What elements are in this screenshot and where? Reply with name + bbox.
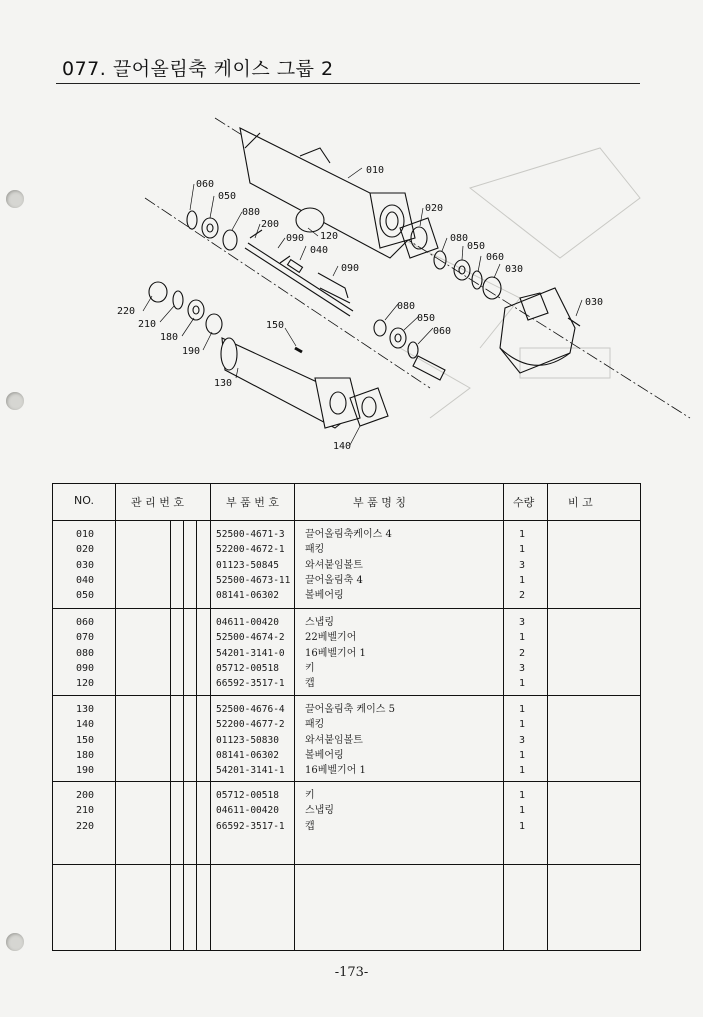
cell-part-name: 끌어올림축케이스 4 [305, 529, 392, 540]
bearing-050c [390, 328, 406, 348]
table-row [53, 542, 640, 557]
cell-no: 080 [76, 647, 95, 659]
gear-080c [374, 320, 386, 336]
callout-060c: 060 [433, 326, 452, 337]
cell-part-number: 01123-50845 [216, 559, 279, 571]
exploded-parts-diagram [0, 88, 703, 468]
snap-ring-060b [472, 271, 482, 289]
lower-case-130 [221, 338, 360, 428]
title-rule [56, 83, 640, 84]
callout-020: 020 [425, 203, 444, 214]
cell-no: 040 [76, 574, 95, 586]
cell-part-name: 키 [305, 662, 315, 674]
cell-part-number: 04611-00420 [216, 617, 279, 628]
cap-120 [296, 208, 324, 232]
cell-part-number: 52200-4672-1 [216, 544, 285, 556]
callout-060b: 060 [486, 252, 505, 263]
callout-200: 200 [261, 219, 280, 230]
cell-part-name: 끌어올림축 케이스 5 [305, 704, 395, 715]
callout-080c: 080 [397, 301, 416, 312]
cell-part-name: 볼베어링 [305, 749, 344, 761]
cell-qty: 1 [519, 749, 526, 761]
cell-qty: 1 [519, 820, 526, 832]
callout-150: 150 [266, 320, 285, 331]
cell-part-number: 05712-00518 [216, 790, 279, 801]
callout-050a: 050 [218, 191, 237, 202]
cell-part-name: 캡 [305, 820, 315, 832]
table-row [53, 573, 640, 588]
bearing-180 [188, 300, 204, 320]
header-part-name: 부 품 명 칭 [353, 496, 406, 509]
cell-part-number: 52500-4676-4 [216, 704, 285, 715]
cell-part-name: 22베벨기어 [305, 632, 357, 644]
callout-050c: 050 [417, 313, 436, 324]
table-row [53, 717, 640, 732]
cell-part-number: 01123-50830 [216, 734, 279, 746]
cell-qty: 1 [519, 544, 526, 556]
cell-qty: 1 [519, 704, 526, 715]
cell-part-number: 04611-00420 [216, 805, 279, 817]
group-rule-3 [53, 781, 640, 782]
cell-no: 140 [76, 719, 95, 731]
cell-no: 030 [76, 559, 95, 571]
cell-qty: 1 [519, 574, 526, 586]
cell-qty: 2 [519, 647, 526, 659]
callout-030: 030 [585, 297, 604, 308]
table-row [53, 702, 640, 717]
group-rule-2 [53, 695, 640, 696]
cell-qty: 1 [519, 805, 526, 817]
table-row [53, 527, 640, 542]
cell-qty: 1 [519, 765, 526, 777]
bearing-050a [202, 218, 218, 238]
cell-no: 070 [76, 632, 95, 644]
cell-part-name: 스냅링 [305, 617, 334, 628]
page-title: 077. 끌어올림축 케이스 그룹 2 [62, 58, 334, 80]
cell-no: 180 [76, 749, 95, 761]
cell-part-name: 스냅링 [305, 805, 334, 817]
header-qty: 수량 [513, 496, 535, 509]
gear-070 [483, 277, 501, 299]
sleeve [413, 356, 445, 380]
cell-part-name: 와셔붙임볼트 [305, 559, 363, 571]
cell-part-name: 볼베어링 [305, 590, 344, 602]
cell-part-number: 66592-3517-1 [216, 820, 285, 832]
header-management: 관 리 번 호 [131, 496, 184, 509]
cell-part-name: 16베벨기어 1 [305, 765, 366, 777]
gear-080a [223, 230, 237, 250]
callout-210: 210 [138, 319, 157, 330]
table-row [53, 676, 640, 691]
callout-140: 140 [333, 441, 352, 452]
cell-qty: 1 [519, 719, 526, 731]
callout-010: 010 [366, 165, 385, 176]
cell-part-number: 66592-3517-1 [216, 678, 285, 690]
cell-part-number: 52200-4677-2 [216, 719, 285, 731]
cell-part-number: 52500-4671-3 [216, 529, 285, 540]
cell-part-name: 키 [305, 790, 315, 801]
cell-part-name: 끌어올림축 4 [305, 574, 363, 586]
header-part-number: 부 품 번 호 [226, 496, 279, 509]
table-row [53, 733, 640, 748]
header-rule [53, 520, 640, 521]
cell-no: 120 [76, 678, 95, 690]
callout-130: 130 [214, 378, 233, 389]
callout-070: 030 [505, 264, 524, 275]
cell-part-number: 54201-3141-1 [216, 765, 285, 777]
callout-180: 180 [160, 332, 179, 343]
table-row [53, 615, 640, 630]
header-remarks: 비 고 [568, 496, 593, 509]
cell-part-number: 54201-3141-0 [216, 647, 285, 659]
cell-part-number: 52500-4673-11 [216, 574, 291, 586]
table-row [53, 803, 640, 818]
callout-090b: 090 [341, 263, 360, 274]
housing-030 [500, 288, 575, 373]
snap-ring-060a [187, 211, 197, 229]
bolt-150 [295, 348, 302, 352]
group-rule-4 [53, 864, 640, 865]
table-row [53, 748, 640, 763]
callout-190: 190 [182, 346, 201, 357]
table-row [53, 646, 640, 661]
callout-090a: 090 [286, 233, 305, 244]
table-row [53, 588, 640, 603]
cell-part-number: 08141-06302 [216, 590, 279, 602]
cell-no: 200 [76, 790, 95, 801]
callout-040: 040 [310, 245, 329, 256]
callout-220: 220 [117, 306, 136, 317]
table-row [53, 788, 640, 803]
cell-no: 190 [76, 765, 95, 777]
cell-part-number: 52500-4674-2 [216, 632, 285, 644]
cell-qty: 3 [519, 617, 526, 628]
cell-qty: 1 [519, 529, 526, 540]
cell-part-name: 패킹 [305, 544, 325, 556]
table-row [53, 763, 640, 778]
cell-qty: 3 [519, 662, 526, 674]
callout-120: 120 [320, 231, 339, 242]
cap-220 [149, 282, 167, 302]
cell-part-name: 패킹 [305, 719, 325, 731]
table-row [53, 630, 640, 645]
table-row [53, 558, 640, 573]
parts-table [52, 483, 641, 951]
header-no: NO. [74, 494, 94, 507]
callout-080b: 080 [450, 233, 469, 244]
cell-no: 090 [76, 662, 95, 674]
cell-part-number: 08141-06302 [216, 749, 279, 761]
cell-qty: 1 [519, 632, 526, 644]
snap-ring-210 [173, 291, 183, 309]
cell-qty: 3 [519, 559, 526, 571]
cell-qty: 1 [519, 678, 526, 690]
callout-050b: 050 [467, 241, 486, 252]
cell-qty: 1 [519, 790, 526, 801]
cell-no: 060 [76, 617, 95, 628]
page-number: -173- [334, 965, 369, 980]
cell-part-number: 05712-00518 [216, 662, 279, 674]
cell-no: 150 [76, 734, 95, 746]
cell-no: 050 [76, 590, 95, 602]
cell-part-name: 와셔붙임볼트 [305, 734, 363, 746]
cell-part-name: 16베벨기어 1 [305, 647, 366, 659]
cell-qty: 3 [519, 734, 526, 746]
cell-no: 210 [76, 805, 95, 817]
cell-qty: 2 [519, 590, 526, 602]
group-rule-1 [53, 608, 640, 609]
cell-no: 130 [76, 704, 95, 715]
callout-060a: 060 [196, 179, 215, 190]
cell-no: 220 [76, 820, 95, 832]
cell-part-name: 캡 [305, 678, 315, 690]
gear-190 [206, 314, 222, 334]
bleed-through-drawing [380, 148, 640, 418]
table-row [53, 661, 640, 676]
cell-no: 010 [76, 529, 95, 540]
cell-no: 020 [76, 544, 95, 556]
binder-hole-bottom [6, 933, 24, 951]
callout-080a: 080 [242, 207, 261, 218]
table-row [53, 819, 640, 834]
